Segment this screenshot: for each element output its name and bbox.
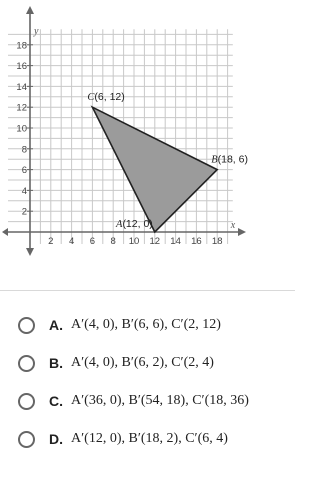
x-tick-label: 10: [128, 236, 140, 247]
x-axis-arrow-icon: [238, 228, 246, 236]
choice-a[interactable]: [0, 306, 295, 344]
y-tick-label: 16: [16, 61, 27, 73]
y-tick-label: 18: [16, 40, 27, 52]
choice-letter: A.: [49, 317, 63, 333]
choice-text: A′(4, 0), B′(6, 6), C′(2, 12): [71, 317, 221, 332]
y-axis-arrow-icon: [26, 248, 34, 256]
answer-choices: [0, 306, 295, 458]
divider: [0, 290, 295, 291]
x-tick-label: 8: [110, 236, 116, 247]
y-axis-arrow-icon: [26, 6, 34, 14]
vertex-label-a: A(12, 0): [116, 218, 153, 230]
choice-text: A′(12, 0), B′(18, 2), C′(6, 4): [71, 431, 228, 446]
y-tick-label: 6: [21, 165, 27, 177]
x-tick-label: 6: [89, 236, 96, 247]
radio-d[interactable]: [18, 431, 35, 448]
y-tick-label: 10: [16, 123, 27, 135]
vertex-label-b: B(18, 6): [211, 153, 248, 166]
vertex-label-c: C(6, 12): [87, 91, 125, 104]
x-axis-arrow-icon: [2, 228, 8, 236]
y-tick-label: 8: [21, 144, 27, 156]
y-tick-label: 4: [21, 185, 27, 197]
x-tick-label: 14: [170, 236, 181, 247]
radio-c[interactable]: [18, 393, 35, 410]
radio-b[interactable]: [18, 355, 35, 372]
choice-c[interactable]: [0, 382, 295, 420]
axis-label-y: y: [34, 26, 39, 37]
y-tick-label: 12: [16, 102, 27, 114]
axis-label-x: x: [230, 220, 236, 231]
x-tick-label: 2: [48, 236, 54, 247]
choice-text: A′(4, 0), B′(6, 2), C′(2, 4): [71, 355, 214, 370]
choice-text: A′(36, 0), B′(54, 18), C′(18, 36): [71, 393, 249, 408]
choice-b[interactable]: [0, 344, 295, 382]
x-tick-label: 18: [211, 236, 223, 247]
choice-letter: D.: [49, 431, 63, 447]
choice-letter: C.: [49, 393, 63, 409]
choice-d[interactable]: [0, 420, 295, 458]
choice-letter: B.: [49, 355, 63, 371]
x-tick-label: 12: [149, 236, 161, 247]
x-tick-label: 4: [68, 236, 75, 247]
radio-a[interactable]: [18, 317, 35, 334]
y-tick-label: 2: [21, 206, 27, 218]
x-tick-label: 16: [191, 236, 202, 247]
y-tick-label: 14: [16, 81, 27, 93]
